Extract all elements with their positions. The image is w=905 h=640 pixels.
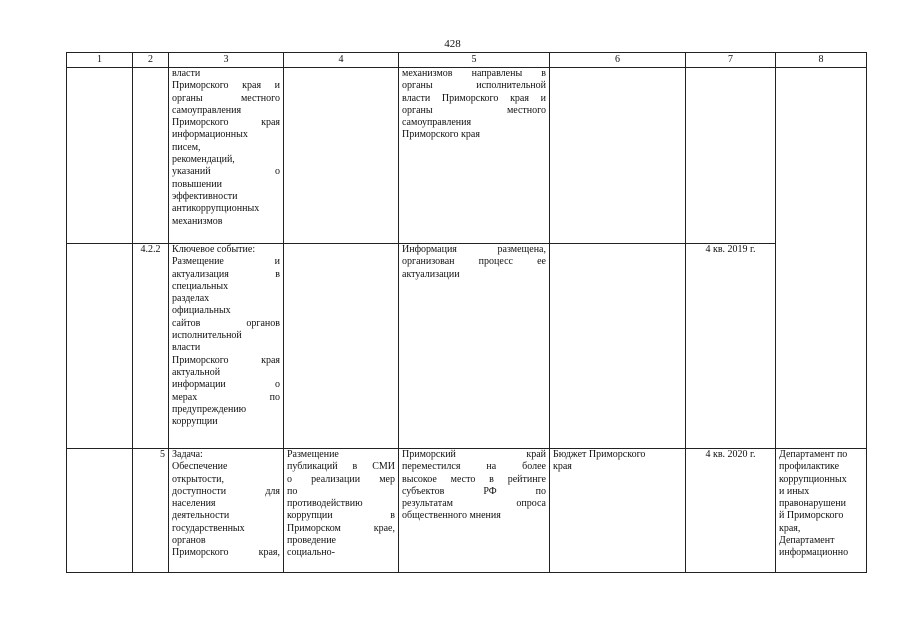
text-line: самоуправления bbox=[172, 104, 242, 116]
text-line: исполнительной bbox=[172, 330, 242, 342]
text-line: Приморский край bbox=[402, 449, 546, 460]
text-line: субъектов РФ по bbox=[402, 485, 546, 497]
text-line: разделах bbox=[172, 293, 210, 305]
cell-expected-result bbox=[399, 244, 550, 449]
cell-deadline: 4 кв. 2020 г. bbox=[686, 449, 776, 573]
text-line: коррупции bbox=[172, 416, 218, 428]
text-line: Департамент bbox=[779, 535, 835, 547]
col-header-6: 6 bbox=[550, 53, 686, 68]
text-line: профилактике bbox=[779, 461, 840, 473]
text-line: эффективности bbox=[172, 190, 238, 202]
text-line: Приморского края и bbox=[172, 80, 280, 92]
cell-event-description bbox=[169, 244, 284, 449]
text-line: социально- bbox=[287, 547, 335, 559]
text-line: организован процесс ее bbox=[402, 256, 546, 268]
text-line: Информация размещена, bbox=[402, 244, 546, 255]
text-line: самоуправления bbox=[402, 117, 472, 129]
text-line: писем, bbox=[172, 141, 201, 153]
text-line: деятельности bbox=[172, 510, 230, 522]
col-header-3: 3 bbox=[169, 53, 284, 68]
text-line: Размещение и bbox=[172, 256, 280, 268]
col-header-7: 7 bbox=[686, 53, 776, 68]
text-line: Бюджет Приморского bbox=[553, 449, 646, 460]
text-line: общественного мнения bbox=[402, 510, 501, 522]
cell-event-description bbox=[169, 68, 284, 244]
text-line: органы местного bbox=[172, 92, 280, 104]
text-line: предупреждению bbox=[172, 403, 247, 415]
text-line: Департамент по bbox=[779, 449, 848, 460]
text-line: Обеспечение bbox=[172, 461, 228, 473]
text-line: доступности для bbox=[172, 485, 280, 497]
cell-activity bbox=[284, 244, 399, 449]
text-line: и иных bbox=[779, 485, 810, 497]
col-header-2: 2 bbox=[133, 53, 169, 68]
cell-funding bbox=[550, 68, 686, 244]
text-line: органы местного bbox=[402, 104, 546, 116]
text-line: государственных bbox=[172, 522, 245, 534]
table-row bbox=[67, 68, 867, 244]
text-line: публикаций в СМИ bbox=[287, 461, 395, 473]
text-line: информации о bbox=[172, 379, 280, 391]
text-line: официальных bbox=[172, 305, 231, 317]
cell-item-number: 4.2.2 bbox=[133, 244, 169, 449]
text-line: информационных bbox=[172, 129, 248, 141]
text-line: власти bbox=[172, 68, 201, 79]
text-line: проведение bbox=[287, 535, 336, 547]
text-line: актуализации bbox=[402, 268, 460, 280]
text-line: органы исполнительной bbox=[402, 80, 546, 92]
text-line: Задача: bbox=[172, 449, 203, 460]
table-row bbox=[67, 449, 867, 573]
text-line: по bbox=[287, 485, 298, 497]
text-line: коррупционных bbox=[779, 473, 847, 485]
page-number: 428 bbox=[444, 38, 461, 50]
cell-deadline: 4 кв. 2019 г. bbox=[686, 244, 776, 449]
text-line: механизмов bbox=[172, 215, 223, 227]
col-header-5: 5 bbox=[399, 53, 550, 68]
text-line: высокое место в рейтинге bbox=[402, 473, 546, 485]
cell-col1 bbox=[67, 449, 133, 573]
cell-col1 bbox=[67, 68, 133, 244]
text-line: власти Приморского края и bbox=[402, 92, 546, 104]
text-line: мерах по bbox=[172, 391, 280, 403]
column-number-row bbox=[67, 53, 867, 68]
text-line: информационно bbox=[779, 547, 849, 559]
text-line: механизмов направлены в bbox=[402, 68, 546, 79]
text-line: органов bbox=[172, 535, 206, 547]
plan-table bbox=[66, 52, 867, 573]
text-line: й Приморского bbox=[779, 510, 844, 522]
cell-activity bbox=[284, 68, 399, 244]
text-line: рекомендаций, bbox=[172, 154, 235, 166]
text-line: Приморском крае, bbox=[287, 522, 395, 534]
cell-responsible bbox=[776, 449, 867, 573]
cell-event-description bbox=[169, 449, 284, 573]
text-line: Приморского края bbox=[402, 129, 480, 141]
text-line: актуальной bbox=[172, 366, 221, 378]
text-line: Размещение bbox=[287, 449, 339, 460]
cell-funding bbox=[550, 244, 686, 449]
text-line: правонарушени bbox=[779, 498, 846, 510]
text-line: специальных bbox=[172, 280, 229, 292]
text-line: о реализации мер bbox=[287, 473, 395, 485]
col-header-1: 1 bbox=[67, 53, 133, 68]
text-line: края, bbox=[779, 522, 801, 534]
text-line: сайтов органов bbox=[172, 317, 280, 329]
text-line: открытости, bbox=[172, 473, 224, 485]
cell-item-number bbox=[133, 68, 169, 244]
cell-expected-result bbox=[399, 68, 550, 244]
cell-expected-result bbox=[399, 449, 550, 573]
text-line: власти bbox=[172, 342, 201, 354]
text-line: Приморского края bbox=[172, 354, 280, 366]
text-line: населения bbox=[172, 498, 216, 510]
text-line: Приморского края bbox=[172, 117, 280, 129]
text-line: Приморского края, bbox=[172, 547, 280, 559]
text-line: повышении bbox=[172, 178, 222, 190]
cell-funding bbox=[550, 449, 686, 573]
cell-deadline bbox=[686, 68, 776, 244]
table-row bbox=[67, 244, 867, 449]
text-line: результатам опроса bbox=[402, 498, 546, 510]
cell-col1 bbox=[67, 244, 133, 449]
text-line: противодействию bbox=[287, 498, 363, 510]
col-header-4: 4 bbox=[284, 53, 399, 68]
text-line: антикоррупционных bbox=[172, 203, 260, 215]
cell-item-number: 5 bbox=[133, 449, 169, 573]
text-line: края bbox=[553, 461, 572, 473]
cell-activity bbox=[284, 449, 399, 573]
cell-responsible bbox=[776, 68, 867, 449]
col-header-8: 8 bbox=[776, 53, 867, 68]
text-line: актуализация в bbox=[172, 268, 280, 280]
text-line: коррупции в bbox=[287, 510, 395, 522]
text-line: переместился на более bbox=[402, 461, 546, 473]
text-line: указаний о bbox=[172, 166, 280, 178]
text-line: Ключевое событие: bbox=[172, 244, 256, 255]
